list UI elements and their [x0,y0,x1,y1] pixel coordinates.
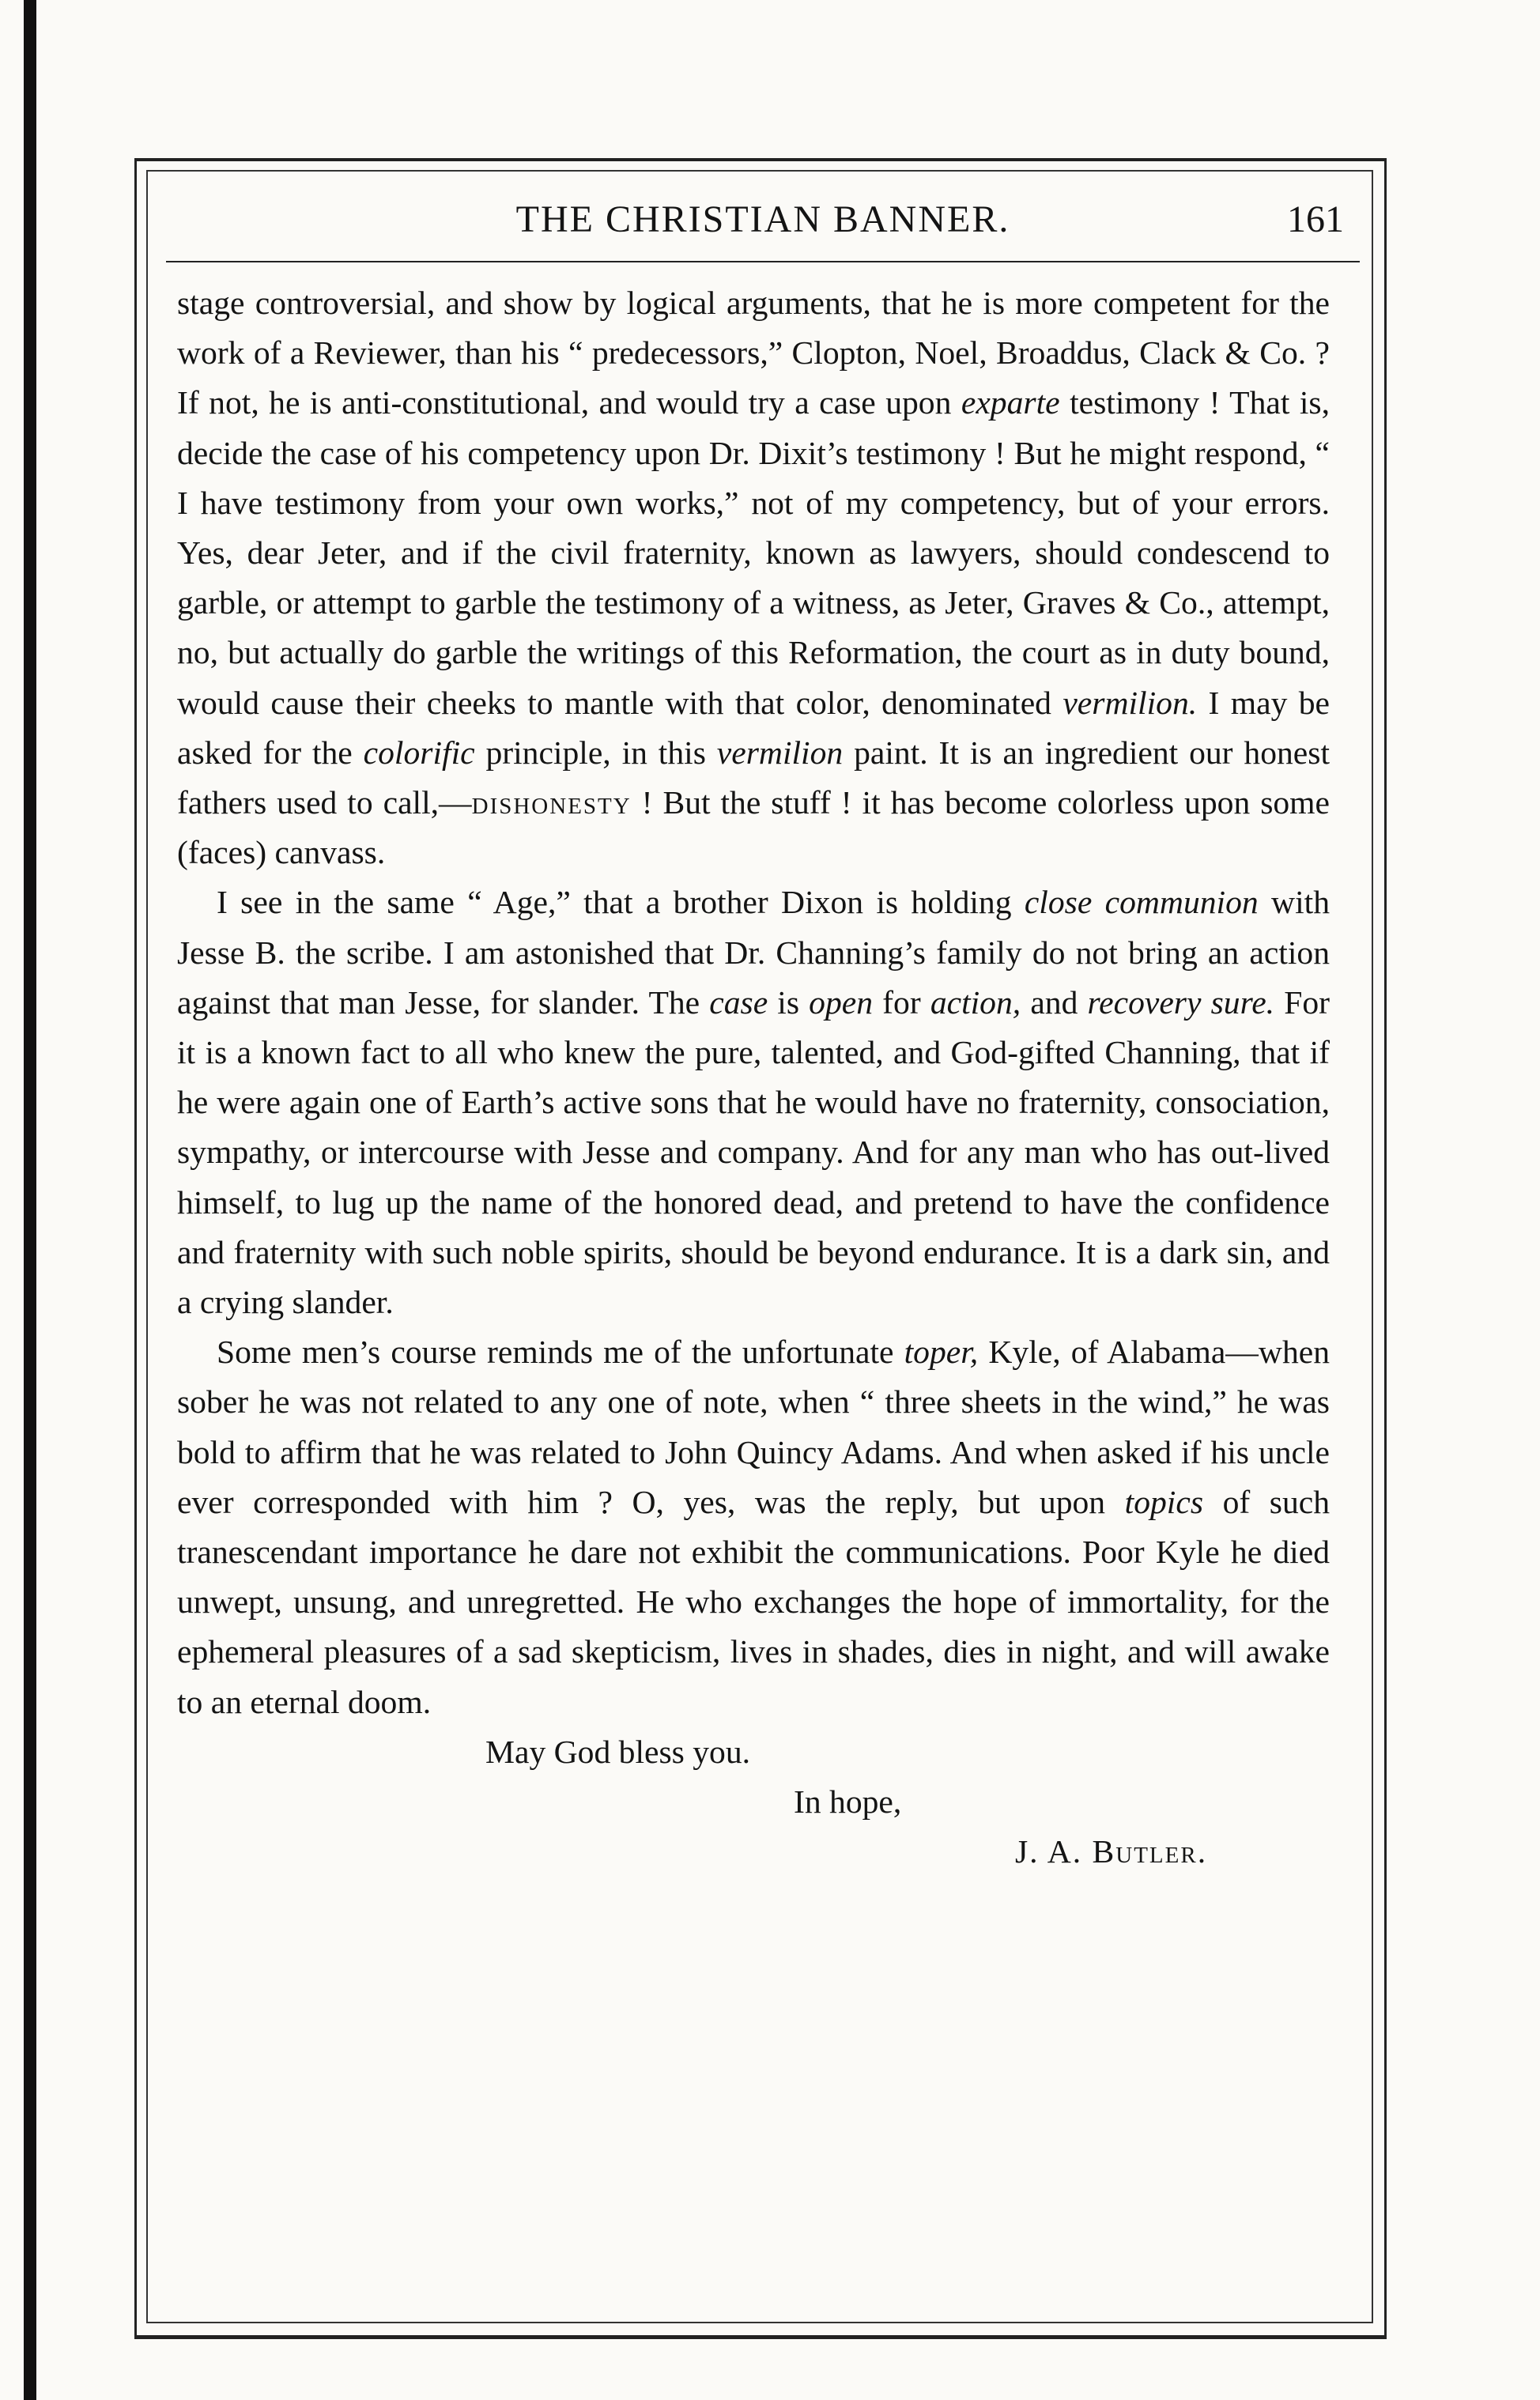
italic-term: colorific [363,734,475,771]
text-run: Some men’s course reminds me of the unfortunate [217,1334,904,1371]
paragraph-age-dixon [177,877,1330,1327]
italic-term: topics [1124,1483,1204,1520]
italic-term: vermilion [716,734,844,771]
text-run: for [873,983,930,1021]
text-run: testimony ! That is, decide the case of his competency upon Dr. Dixit’s testimony ! But he might respond, “ I have testimony from your own works,” not of my competency, but of your errors. Yes, dear Jeter, and if the civil fraternity, known as lawyers, should condescend to garble, or attempt to garble the testimony of a witness, as Jeter, Graves & Co., attempt, no, but actually do garble the writings of this Reformation, the court as in duty bound, would cause their cheeks to mantle with that color, denominated [177,384,1330,721]
italic-term: case [709,983,768,1021]
italic-term: close communion [1024,884,1259,921]
text-run: and [1021,983,1088,1021]
text-run: For it is a known fact to all who knew the pure, talented, and God-gifted Channing, that if he were again one of Earth’s active sons that he would have no fraternity, consociation, sympathy, or intercourse with Jesse and company. And for any man who has out-lived himself, to lug up the name of the honored dead, and pretend to have the confidence and fraternity with such noble spirits, should be beyond endurance. It is a dark sin, and a crying slander. [177,983,1330,1321]
journal-title: THE CHRISTIAN BANNER. [515,198,1010,240]
text-run: I see in the same “ Age,” that a brother Dixon is holding [217,884,1025,921]
text-run: Kyle, of Alabama—when sober he was not related to any one of note, when “ three sheets in the wind,” he was bold to affirm that he was related to John Quincy Adams. And when asked if his uncle ever corresponded with him ? O, yes, was the reply, but upon [177,1334,1330,1520]
italic-term: toper, [904,1334,979,1371]
closing-valediction: In hope, [794,1783,902,1821]
italic-term: recovery sure. [1087,983,1275,1021]
paragraph-continued [177,278,1330,877]
running-head [166,188,1360,251]
article-body [177,278,1330,1877]
author-signature: J. A. Butler. [1015,1833,1208,1870]
text-run: stage controversial, and show by logical arguments, that he is more competent for the work of a Reviewer, than his “ predecessors,” Clopton, Noel, Broaddus, Clack & Co. ? If not, he is anti-constitutional, and would try a case upon [177,285,1330,421]
closing-blessing: May God bless you. [485,1733,751,1770]
text-run: is [768,983,810,1021]
text-run: principle, in this [474,734,717,771]
text-run: ! But the stuff ! it has become colorless upon some (faces) canvass. [177,784,1330,871]
text-run: of such tranescendant importance he dare not exhibit the communications. Poor Kyle he died unwept, unsung, and unregretted. He who exchanges the hope of immortality, for the ephemeral pleasures of a sad skepticism, lives in shades, dies in night, and will awake to an eternal doom. [177,1483,1331,1720]
text-run: I may be asked for the [177,684,1330,771]
text-run: with Jesse B. the scribe. I am astonished that Dr. Channing’s family do not bring an action against that man Jesse, for slander. The [177,884,1330,1021]
text-run: paint. It is an ingredient our honest fathers used to call,— [177,734,1331,821]
header-rule [166,261,1360,262]
italic-term: exparte [961,384,1060,421]
italic-term: vermilion. [1063,684,1198,721]
page-edge-shadow [24,0,36,2400]
page-number: 161 [1287,198,1344,240]
small-caps-term: dishonesty [471,784,632,821]
italic-term: open [809,983,874,1021]
italic-term: action, [930,983,1021,1021]
paragraph-kyle [177,1327,1330,1727]
